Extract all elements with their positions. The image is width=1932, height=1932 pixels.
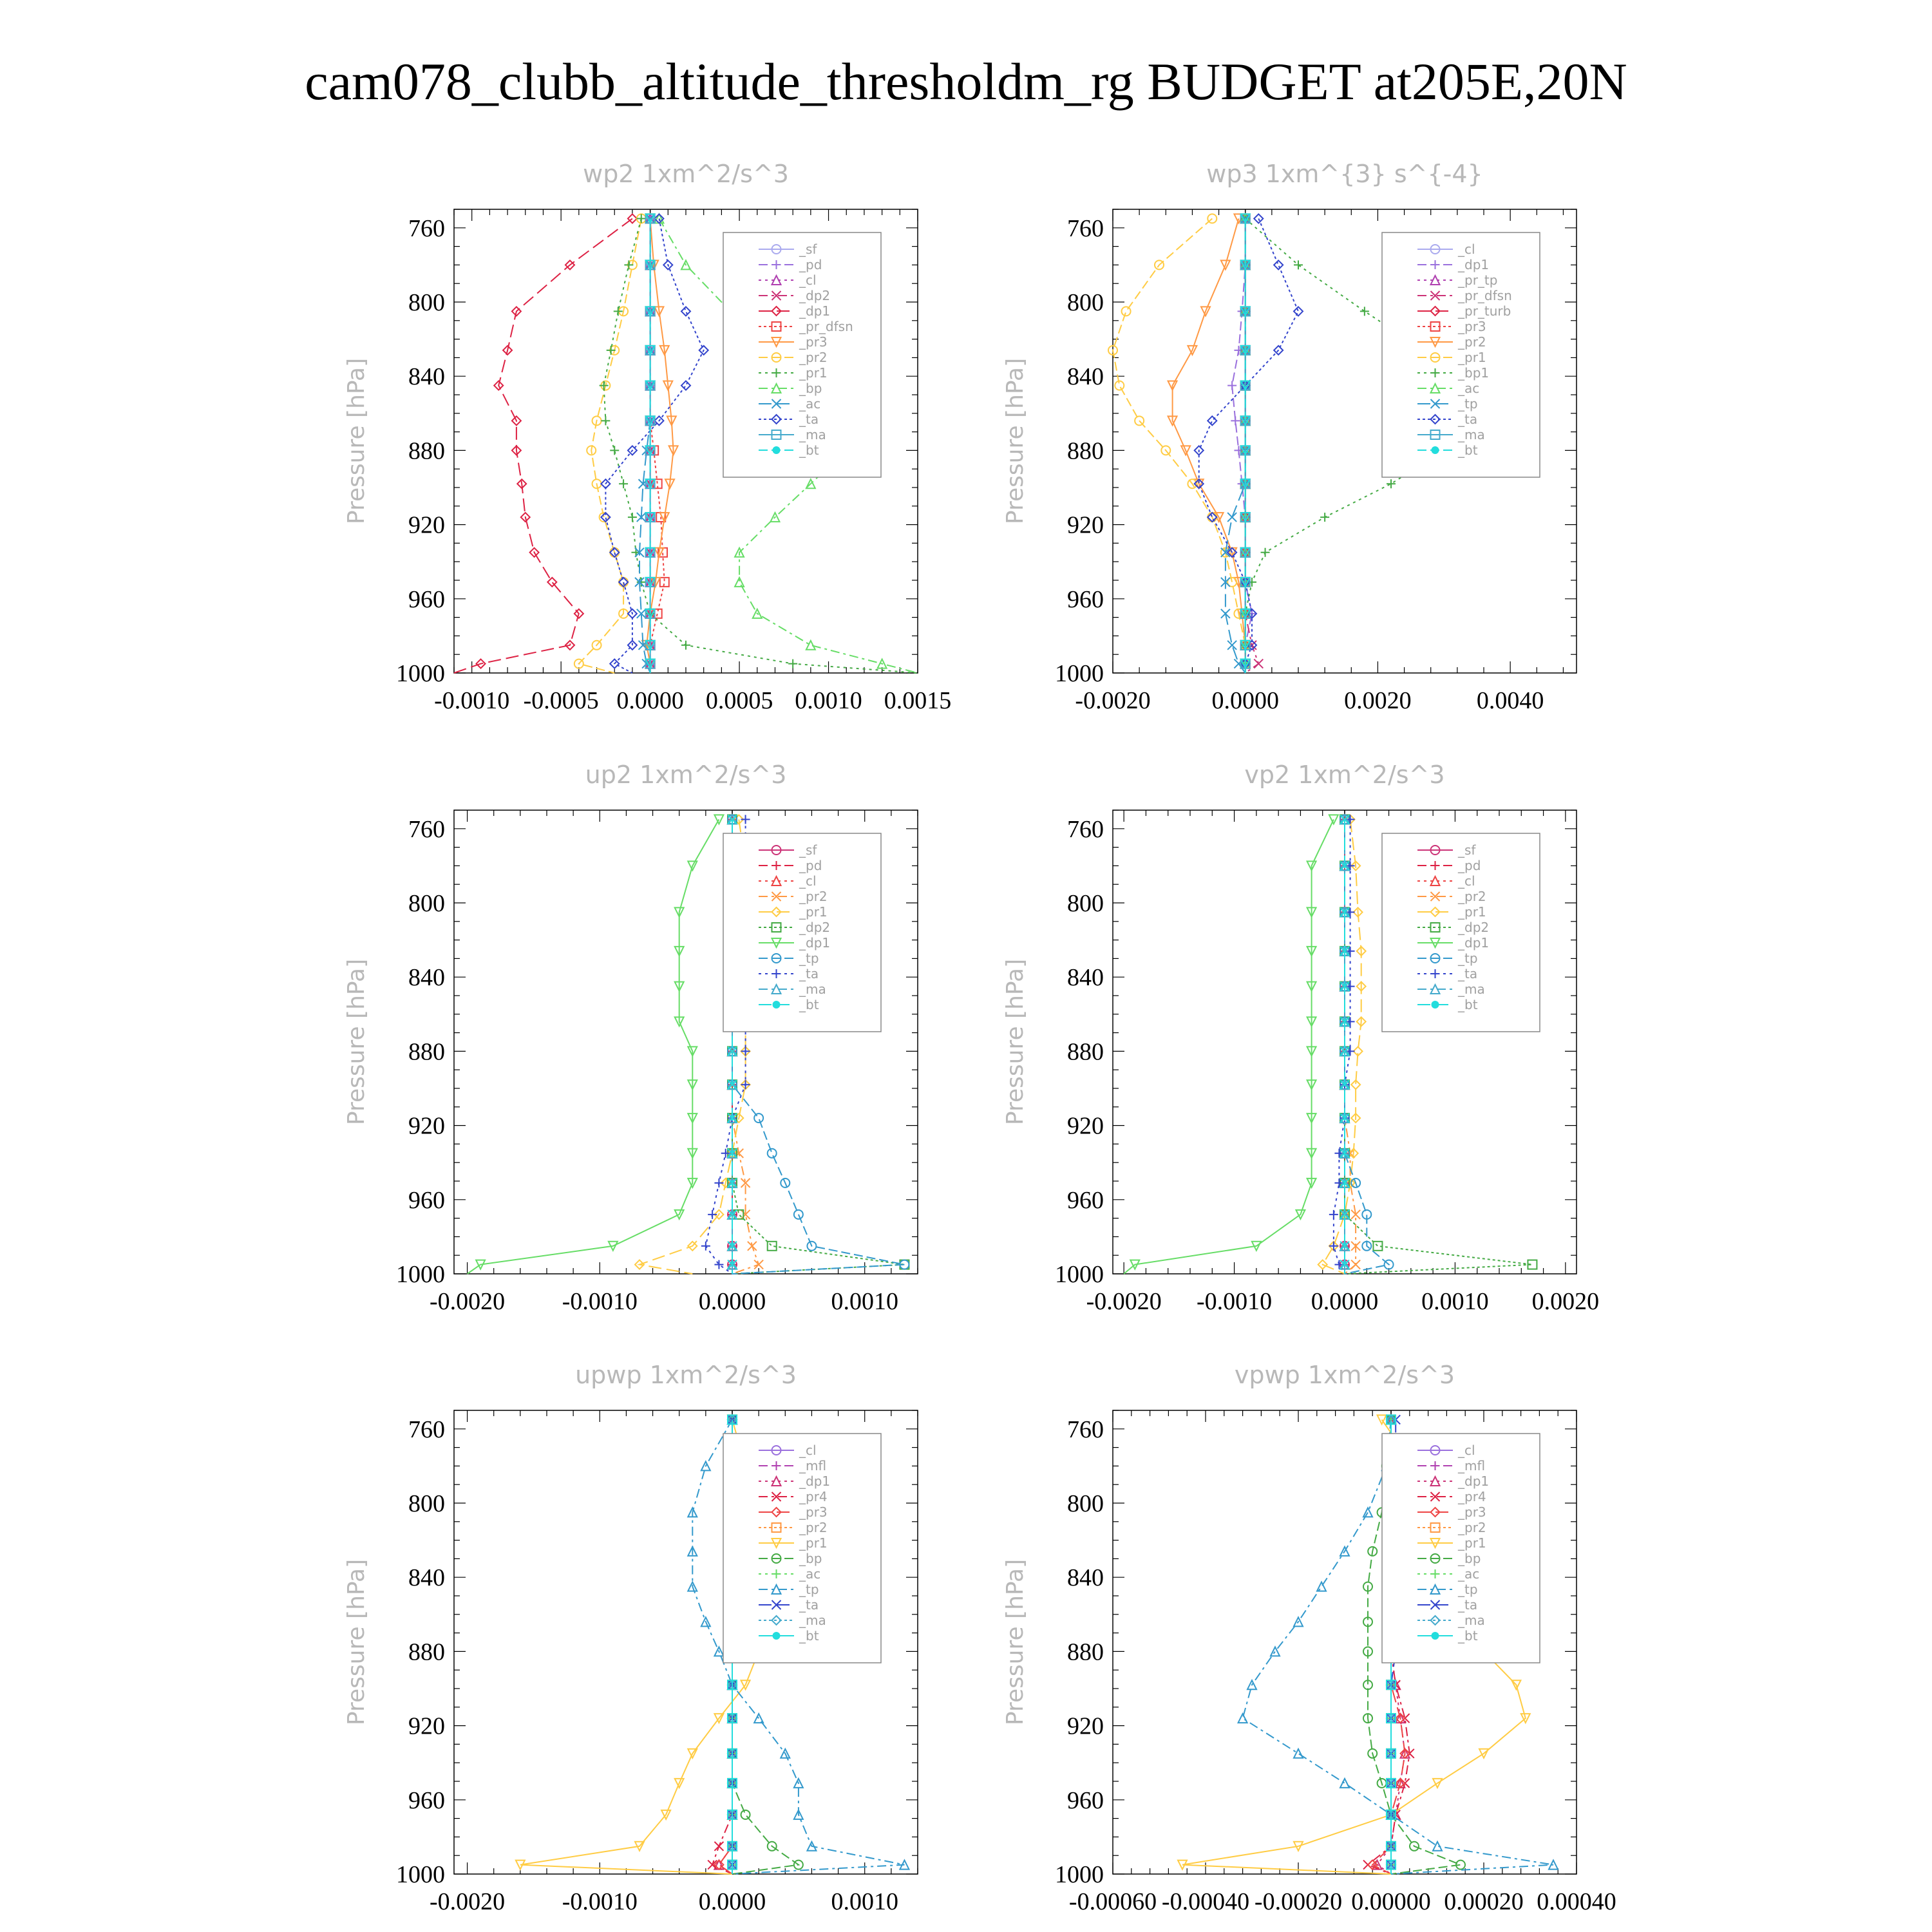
data-point-tp [754,1113,763,1122]
y-tick-label: 960 [408,1786,445,1814]
data-point-tp [1221,609,1230,618]
legend-marker [773,1632,781,1640]
y-axis-label: Pressure [hPa] [1002,357,1028,525]
legend-label: _pr1 [1458,904,1486,920]
x-tick-label: -0.0010 [434,687,510,714]
y-axis-label: Pressure [hPa] [343,1558,370,1726]
legend-label: _bp1 [1458,365,1490,381]
legend-label: _bp [1458,1551,1481,1566]
legend-label: _pd [1458,858,1481,873]
x-tick-label: 0.0000 [698,1288,766,1315]
legend-label: _bt [1458,1628,1478,1643]
legend-label: _dp1 [1458,1473,1490,1489]
legend-label: _ta [1458,1597,1478,1613]
legend-label: _pr1 [799,1535,828,1551]
y-tick-label: 800 [1067,1490,1104,1517]
legend-label: _ac [1458,381,1480,396]
legend-marker [773,446,781,454]
legend-label: _ma [1458,1613,1485,1628]
data-point-tp [1294,1749,1303,1758]
legend-label: _ta [799,1597,819,1613]
legend-label: _ta [799,412,819,427]
y-tick-label: 1000 [396,1861,445,1888]
y-tick-label: 920 [1067,1112,1104,1140]
legend-label: _bt [799,1628,819,1643]
x-tick-label: -0.0020 [1086,1288,1162,1315]
legend-label: _pr2 [1458,889,1486,904]
y-tick-label: 920 [408,1112,445,1140]
legend-marker [1432,1632,1439,1640]
y-tick-label: 960 [408,1186,445,1214]
y-tick-label: 760 [408,1416,445,1443]
x-tick-label: 0.0010 [831,1288,898,1315]
y-tick-label: 840 [1067,363,1104,391]
data-point-ta [681,307,690,316]
data-point-pr1 [624,260,633,269]
series-line-dp1 [454,218,632,673]
panel-title: wp2 1xm^2/s^3 [583,160,789,188]
x-tick-label: 0.0005 [705,687,773,714]
x-tick-label: 0.0020 [1531,1288,1600,1315]
legend-label: _sf [1458,842,1476,858]
legend-label: _ta [799,966,819,981]
x-tick-label: 0.0010 [795,687,862,714]
legend-label: _pr2 [1458,334,1486,350]
data-point-ta [1294,307,1303,316]
legend-label: _dp1 [799,303,831,319]
legend-label: _pr3 [1458,319,1486,334]
legend-label: _pr4 [799,1489,828,1504]
x-tick-label: 0.0010 [831,1888,898,1915]
y-tick-label: 760 [408,815,445,843]
legend-label: _pr1 [1458,350,1486,365]
x-tick-label: -0.00020 [1254,1888,1343,1915]
y-tick-label: 800 [408,890,445,917]
y-tick-label: 760 [1067,815,1104,843]
y-tick-label: 960 [1067,1786,1104,1814]
data-point-tp [1363,1508,1372,1517]
y-tick-label: 920 [1067,511,1104,539]
legend-label: _mfl [799,1458,827,1473]
y-tick-label: 920 [1067,1712,1104,1740]
legend-label: _ma [1458,981,1485,997]
y-tick-label: 920 [408,1712,445,1740]
data-point-pr1 [637,578,646,587]
x-tick-label: 0.0000 [1211,687,1279,714]
y-tick-label: 1000 [1055,660,1104,687]
legend-label: _pr2 [1458,1520,1486,1535]
x-tick-label: -0.0020 [429,1888,506,1915]
data-point-ta [1208,416,1217,425]
legend-label: _sf [799,842,817,858]
data-point-pr4 [708,1861,717,1870]
y-tick-label: 800 [1067,289,1104,316]
data-point-pr1 [600,381,609,390]
data-point-pr4 [714,1842,723,1851]
legend-label: _bp [799,1551,822,1566]
x-tick-label: -0.0005 [523,687,599,714]
legend-label: _ta [1458,966,1478,981]
x-tick-label: -0.00040 [1161,1888,1250,1915]
data-point-ta [701,1242,710,1251]
legend-label: _dp2 [1458,920,1490,935]
series-line-dp1 [468,819,719,1274]
data-point-bp1 [1261,548,1270,557]
legend-label: _bt [1458,997,1478,1012]
data-point-pr1 [601,416,610,425]
y-tick-label: 960 [408,585,445,613]
panel-4 [1002,761,1599,1315]
panel-title: up2 1xm^2/s^3 [585,761,787,789]
y-tick-label: 880 [1067,1038,1104,1066]
panel-title: vp2 1xm^2/s^3 [1244,761,1445,789]
legend-label: _mfl [1458,1458,1486,1473]
y-tick-label: 800 [408,289,445,316]
legend-label: _bp [799,381,822,396]
legend-label: _pr1 [799,904,828,920]
legend-label: _tp [799,951,819,966]
data-point-pr1 [619,479,628,488]
legend-label: _cl [1458,1443,1475,1458]
data-point-pr1 [1122,307,1131,316]
y-tick-label: 1000 [1055,1861,1104,1888]
legend-label: _ac [799,1566,821,1582]
legend-label: _pr4 [1458,1489,1486,1504]
legend-label: _dp1 [799,935,831,951]
x-tick-label: -0.0020 [429,1288,506,1315]
y-tick-label: 1000 [1055,1261,1104,1288]
legend-marker [1432,1001,1439,1009]
legend-label: _pr1 [1458,1535,1486,1551]
legend-label: _cl [1458,242,1475,257]
x-tick-label: 0.00000 [1351,1888,1431,1915]
data-point-ta [681,381,690,390]
panel-3 [343,761,918,1315]
y-tick-label: 880 [1067,437,1104,465]
data-point-dp1 [1227,381,1236,390]
legend-label: _bt [1458,442,1478,458]
legend-label: _pr_turb [1458,303,1511,319]
legend-label: _ma [799,981,826,997]
legend-label: _tp [1458,1582,1478,1597]
legend-label: _dp2 [799,288,831,303]
data-point-pr1 [628,513,637,522]
legend-label: _pr2 [799,1520,828,1535]
data-point-pr2 [1351,1260,1360,1269]
legend-label: _tp [1458,396,1478,412]
legend-label: _tp [799,1582,819,1597]
panel-2 [1002,160,1577,714]
data-point-pr1 [614,307,623,316]
x-tick-label: 0.0000 [616,687,684,714]
data-point-pr2 [754,1260,763,1269]
legend-label: _pd [799,858,822,873]
data-point-tp [1227,641,1236,650]
legend-label: _bt [799,997,819,1012]
data-point-dp1 [1231,416,1240,425]
legend-label: _bt [799,442,819,458]
x-tick-label: 0.0000 [1311,1288,1379,1315]
legend-label: _pr3 [1458,1504,1486,1520]
x-tick-label: -0.0010 [1196,1288,1273,1315]
panel-5 [343,1361,918,1915]
legend-label: _pd [799,257,822,272]
panel-6 [1002,1361,1616,1915]
data-point-ta [1329,1210,1338,1219]
data-point-ta [1329,1242,1338,1251]
data-point-bp1 [1387,479,1396,488]
x-tick-label: 0.0015 [884,687,952,714]
panel-title: upwp 1xm^2/s^3 [575,1361,797,1389]
data-point-tp [1317,1582,1326,1591]
legend-label: _pr1 [799,365,828,381]
data-point-pr1 [681,641,690,650]
y-tick-label: 880 [1067,1638,1104,1666]
data-point-bp1 [1360,307,1369,316]
x-tick-label: 0.0040 [1476,687,1544,714]
legend-label: _pr2 [799,889,828,904]
legend-label: _cl [1458,873,1475,889]
y-tick-label: 840 [408,1564,445,1592]
legend-marker [1432,446,1439,454]
data-point-bp [741,1810,750,1819]
data-point-bp1 [1320,513,1329,522]
data-point-ta [741,1080,750,1089]
x-tick-label: -0.0010 [562,1888,638,1915]
legend-label: _cl [799,272,817,288]
data-point-pr1 [610,446,619,455]
x-tick-label: -0.0020 [1075,687,1151,714]
y-tick-label: 840 [408,363,445,391]
x-tick-label: 0.0010 [1421,1288,1489,1315]
data-point-ta [1274,260,1283,269]
legend-label: _ma [799,1613,826,1628]
legend-label: _ac [1458,1566,1480,1582]
legend-label: _dp2 [799,920,831,935]
legend-label: _pr_dfsn [799,319,853,334]
legend-label: _pr2 [799,350,828,365]
data-point-dp1 [628,214,637,223]
data-point-bp [806,641,815,650]
legend-label: _ac [799,396,821,412]
data-point-pr1 [788,659,797,668]
data-point-tp [1227,513,1236,522]
y-axis-label: Pressure [hPa] [1002,958,1028,1126]
legend-label: _dp1 [799,1473,831,1489]
y-axis-label: Pressure [hPa] [343,958,370,1126]
y-tick-label: 760 [408,214,445,242]
data-point-dp1 [714,815,723,824]
legend-label: _dp1 [1458,257,1490,272]
series-line-dp1 [1124,819,1334,1274]
legend-label: _dp1 [1458,935,1490,951]
x-tick-label: -0.0010 [562,1288,638,1315]
y-tick-label: 1000 [396,660,445,687]
y-axis-label: Pressure [hPa] [343,357,370,525]
legend-label: _ma [1458,427,1485,442]
data-point-pr_dfsn [1254,659,1263,668]
y-tick-label: 840 [1067,964,1104,992]
page-title: cam078_clubb_altitude_thresholdm_rg BUDGET at205E,20N [305,52,1627,111]
data-point-ta [741,815,750,824]
y-tick-label: 880 [408,1638,445,1666]
y-axis-label: Pressure [hPa] [1002,1558,1028,1726]
y-tick-label: 800 [408,1490,445,1517]
panel-title: vpwp 1xm^2/s^3 [1234,1361,1455,1389]
legend-label: _cl [799,1443,817,1458]
y-tick-label: 920 [408,511,445,539]
x-tick-label: 0.00020 [1444,1888,1524,1915]
legend-marker [773,1001,781,1009]
data-point-ta [741,1046,750,1056]
data-point-tp [1340,1779,1349,1788]
x-tick-label: -0.00060 [1068,1888,1157,1915]
data-point-bp [735,578,744,587]
legend-label: _ma [799,427,826,442]
legend-label: _pr_tp [1458,272,1498,288]
data-point-ta [1254,214,1263,223]
data-point-bp [654,214,663,223]
y-tick-label: 840 [408,964,445,992]
legend-label: _sf [799,242,817,257]
y-tick-label: 960 [1067,585,1104,613]
y-tick-label: 960 [1067,1186,1104,1214]
legend-label: _tp [1458,951,1478,966]
y-tick-label: 840 [1067,1564,1104,1592]
panel-title: wp3 1xm^{3} s^{-4} [1206,160,1483,188]
y-tick-label: 1000 [396,1261,445,1288]
legend-label: _cl [799,873,817,889]
legend-label: _pr_dfsn [1458,288,1512,303]
y-tick-label: 880 [408,1038,445,1066]
x-tick-label: 0.00040 [1537,1888,1616,1915]
y-tick-label: 880 [408,437,445,465]
y-tick-label: 760 [1067,214,1104,242]
x-tick-label: 0.0020 [1344,687,1412,714]
legend-label: _pr3 [799,334,828,350]
data-point-tp [768,1149,777,1158]
legend-label: _pr3 [799,1504,828,1520]
panel-1 [343,160,951,714]
data-point-ta [714,1179,723,1188]
y-tick-label: 760 [1067,1416,1104,1443]
legend-label: _ta [1458,412,1478,427]
x-tick-label: 0.0000 [698,1888,766,1915]
data-point-tp [1238,1714,1247,1723]
y-tick-label: 800 [1067,890,1104,917]
data-point-ta [714,1260,723,1269]
